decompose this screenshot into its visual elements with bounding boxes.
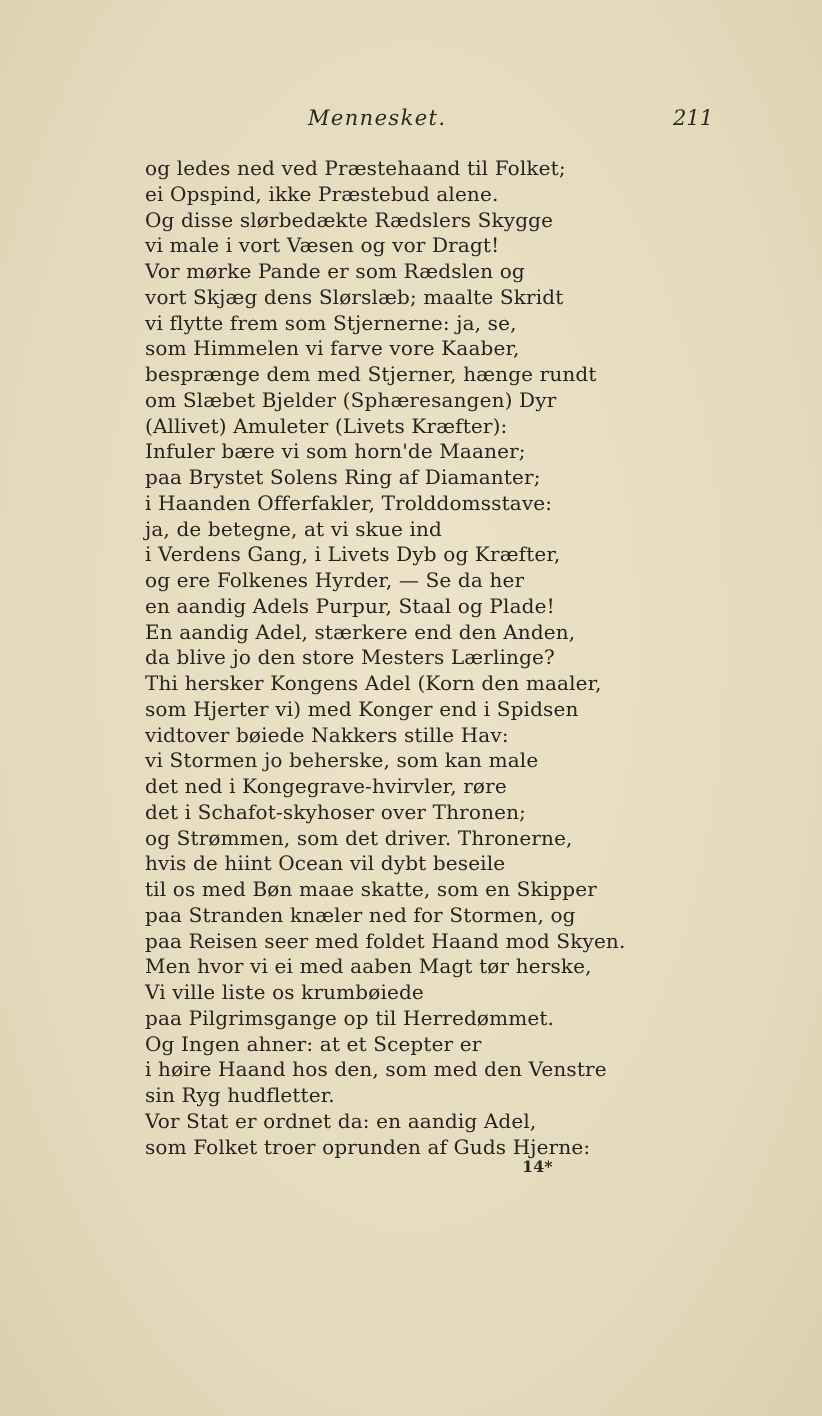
verse-line: om Slæbet Bjelder (Sphæresangen) Dyr bbox=[145, 387, 557, 412]
verse-line: Og Ingen ahner: at et Scepter er bbox=[145, 1031, 482, 1056]
verse-line: Vor Stat er ordnet da: en aandig Adel, bbox=[145, 1108, 537, 1133]
verse-line: i Verdens Gang, i Livets Dyb og Kræfter, bbox=[145, 542, 561, 567]
page-number: 211 bbox=[673, 106, 714, 130]
signature-mark: 14* bbox=[522, 1157, 553, 1176]
verse-line: Vor mørke Pande er som Rædslen og bbox=[145, 259, 525, 283]
verse-line: som Folket troer oprunden af Guds Hjerne: bbox=[145, 1134, 591, 1159]
verse-line: sin Ryg hudfletter. bbox=[145, 1083, 335, 1107]
verse-line: vi Stormen jo beherske, som kan male bbox=[145, 748, 539, 773]
verse-line: hvis de hiint Ocean vil dybt beseile bbox=[145, 851, 506, 876]
verse-line: Men hvor vi ei med aaben Magt tør herske, bbox=[145, 954, 592, 979]
verse-line: en aandig Adels Purpur, Staal og Plade! bbox=[145, 593, 555, 618]
verse-line: som Hjerter vi) med Konger end i Spidsen bbox=[145, 696, 579, 721]
verse-line: paa Pilgrimsgange op til Herredømmet. bbox=[145, 1005, 555, 1030]
verse-line: paa Brystet Solens Ring af Diamanter; bbox=[145, 465, 541, 489]
verse-line: da blive jo den store Mesters Lærlinge? bbox=[145, 645, 555, 670]
verse-line: det i Schafot-skyhoser over Thronen; bbox=[145, 799, 527, 824]
verse-line: og Strømmen, som det driver. Thronerne, bbox=[145, 825, 573, 850]
verse-line: ei Opspind, ikke Præstebud alene. bbox=[145, 181, 499, 206]
verse-line: til os med Bøn maae skatte, som en Skipper bbox=[145, 877, 597, 901]
verse-line: og ledes ned ved Præstehaand til Folket; bbox=[145, 156, 566, 180]
verse-line: Og disse slørbedækte Rædslers Skygge bbox=[145, 207, 554, 232]
verse-line: vi male i vort Væsen og vor Dragt! bbox=[145, 233, 500, 258]
verse-line: besprænge dem med Stjerner, hænge rundt bbox=[145, 362, 597, 386]
verse-line: Vi ville liste os krumbøiede bbox=[145, 980, 424, 1004]
verse-line: Infuler bære vi som horn'de Maaner; bbox=[145, 439, 526, 464]
verse-line: ja, de betegne, at vi skue ind bbox=[145, 516, 442, 541]
verse-line: i Haanden Offerfakler, Trolddomsstave: bbox=[145, 490, 553, 515]
verse-line: paa Reisen seer med foldet Haand mod Skyen. bbox=[145, 928, 626, 953]
verse-line: i høire Haand hos den, som med den Venstre bbox=[145, 1057, 607, 1082]
verse-line: En aandig Adel, stærkere end den Anden, bbox=[145, 619, 576, 644]
verse-line: Thi hersker Kongens Adel (Korn den maaler, bbox=[145, 671, 602, 695]
verse-line: vi flytte frem som Stjernerne: ja, se, bbox=[145, 310, 517, 335]
verse-text bbox=[145, 156, 665, 1160]
verse-line: som Himmelen vi farve vore Kaaber, bbox=[145, 336, 520, 361]
verse-line: paa Stranden knæler ned for Stormen, og bbox=[145, 902, 576, 927]
verse-line: (Allivet) Amuleter (Livets Kræfter): bbox=[145, 413, 508, 438]
verse-line: vort Skjæg dens Slørslæb; maalte Skridt bbox=[145, 284, 564, 309]
verse-line: det ned i Kongegrave-hvirvler, røre bbox=[145, 774, 507, 798]
running-title: Mennesket. bbox=[308, 106, 447, 130]
verse-line: vidtover bøiede Nakkers stille Hav: bbox=[145, 722, 509, 747]
verse-line: og ere Folkenes Hyrder, — Se da her bbox=[145, 568, 525, 592]
